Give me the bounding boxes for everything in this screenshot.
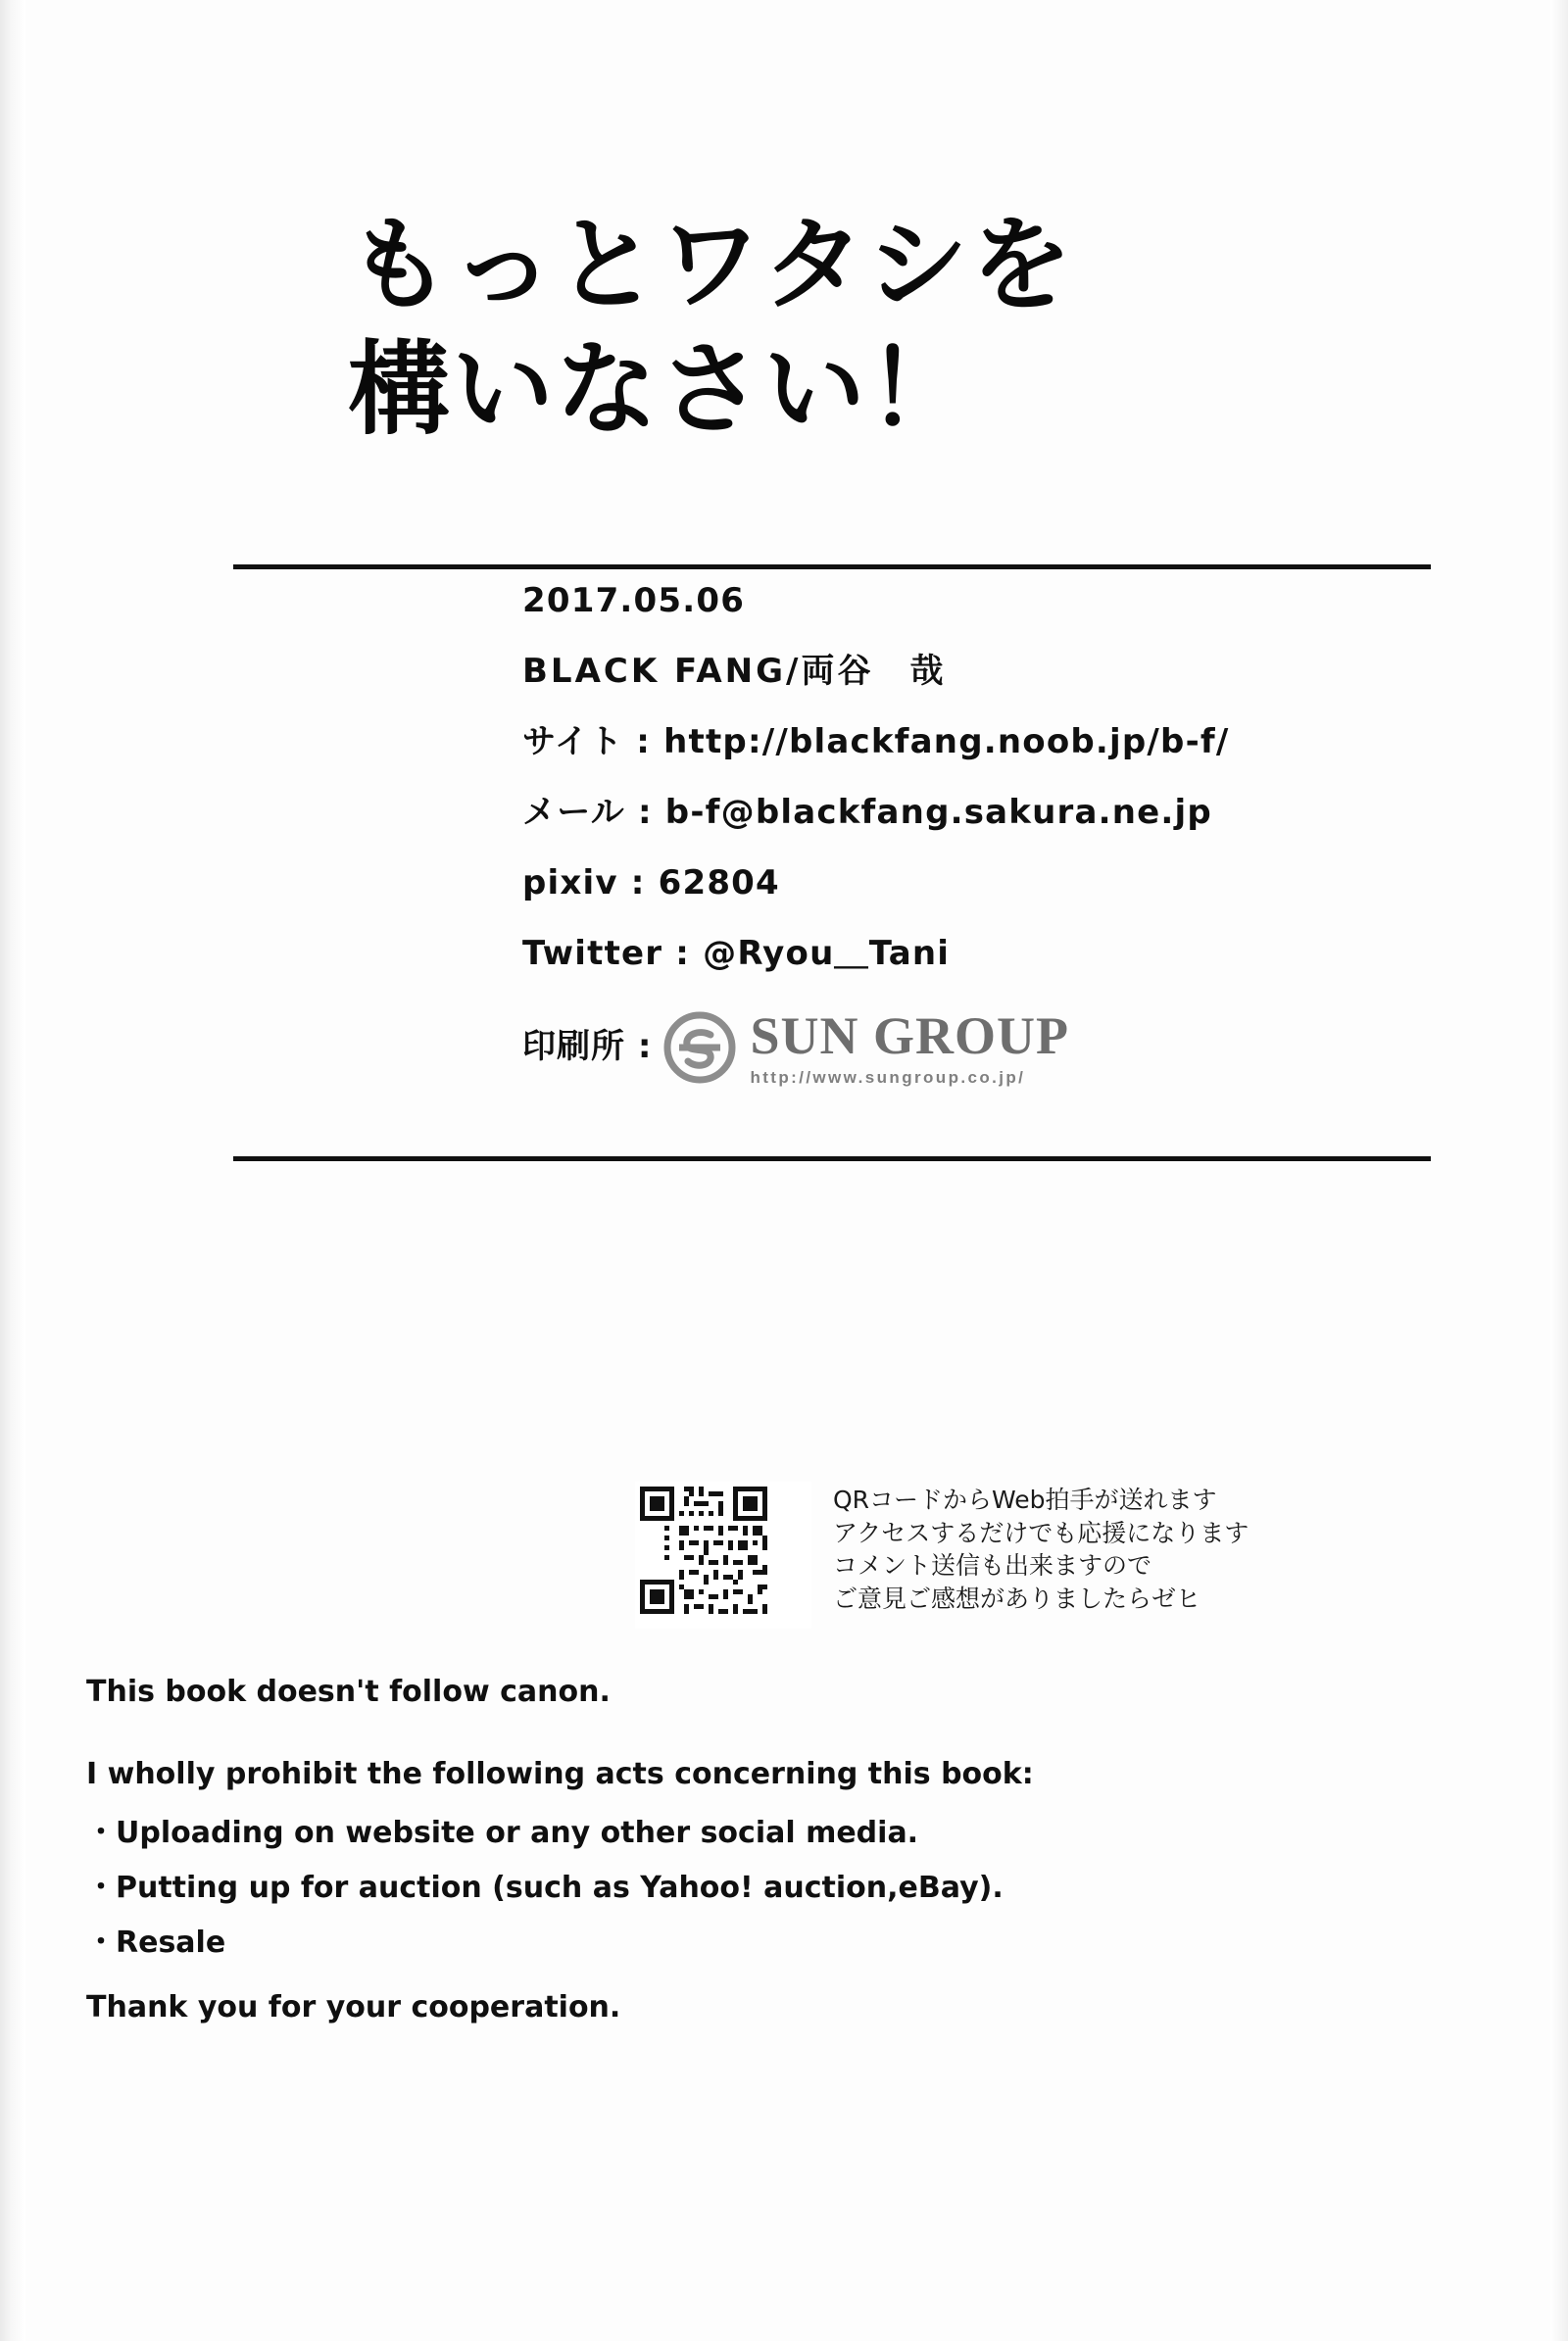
notice-block [86, 1675, 1360, 2024]
qr-note-line-4: ご意見ご感想がありましたらゼヒ [833, 1584, 1201, 1613]
title-line-2: 構いなさい！ [348, 328, 972, 449]
colophon-rule-top [233, 564, 1431, 569]
printer-url: http://www.sungroup.co.jp/ [750, 1068, 1026, 1087]
scan-edge-left [0, 0, 25, 2341]
colophon-mail[interactable]: メール : b-f@blackfang.sakura.ne.jp [522, 793, 1212, 832]
colophon-block [522, 581, 1434, 1087]
qr-note-line-1: QRコードからWeb拍手が送れます [833, 1486, 1217, 1514]
qr-code-icon[interactable] [635, 1482, 811, 1629]
notice-prohibit-heading: I wholly prohibit the following acts concerning this book: [86, 1757, 1034, 1791]
notice-thanks: Thank you for your cooperation. [86, 1990, 621, 2024]
sun-group-logo [663, 1006, 1069, 1087]
sun-group-mark-icon [663, 1011, 736, 1084]
printer-label: 印刷所 : [522, 1027, 653, 1066]
qr-note-line-3: コメント送信も出来ますので [833, 1551, 1152, 1580]
notice-prohibit-item-1: ・Uploading on website or any other social media. [86, 1816, 919, 1850]
qr-section [635, 1482, 1249, 1629]
colophon-twitter[interactable]: Twitter : @Ryou＿Tani [522, 934, 951, 973]
colophon-date: 2017.05.06 [522, 581, 746, 620]
colophon-printer-row [522, 1007, 1434, 1086]
notice-prohibit-item-3: ・Resale [86, 1926, 226, 1960]
colophon-pixiv: pixiv : 62804 [522, 863, 780, 902]
colophon-site[interactable]: サイト : http://blackfang.noob.jp/b-f/ [522, 722, 1230, 761]
sun-group-text-block [750, 1006, 1069, 1087]
colophon-circle: BLACK FANG/両谷 哉 [522, 652, 947, 691]
title-line-1: もっとワタシを [348, 205, 1074, 324]
colophon-rule-bottom [233, 1156, 1431, 1161]
qr-note [833, 1484, 1249, 1615]
notice-prohibit-item-2: ・Putting up for auction (such as Yahoo! auction,eBay). [86, 1871, 1004, 1905]
scan-edge-right [1550, 0, 1568, 2341]
qr-note-line-2: アクセスするだけでも応援になります [833, 1518, 1250, 1547]
page-title [348, 206, 1426, 448]
printer-name: SUN GROUP [750, 1006, 1069, 1065]
notice-canon: This book doesn't follow canon. [86, 1675, 611, 1709]
